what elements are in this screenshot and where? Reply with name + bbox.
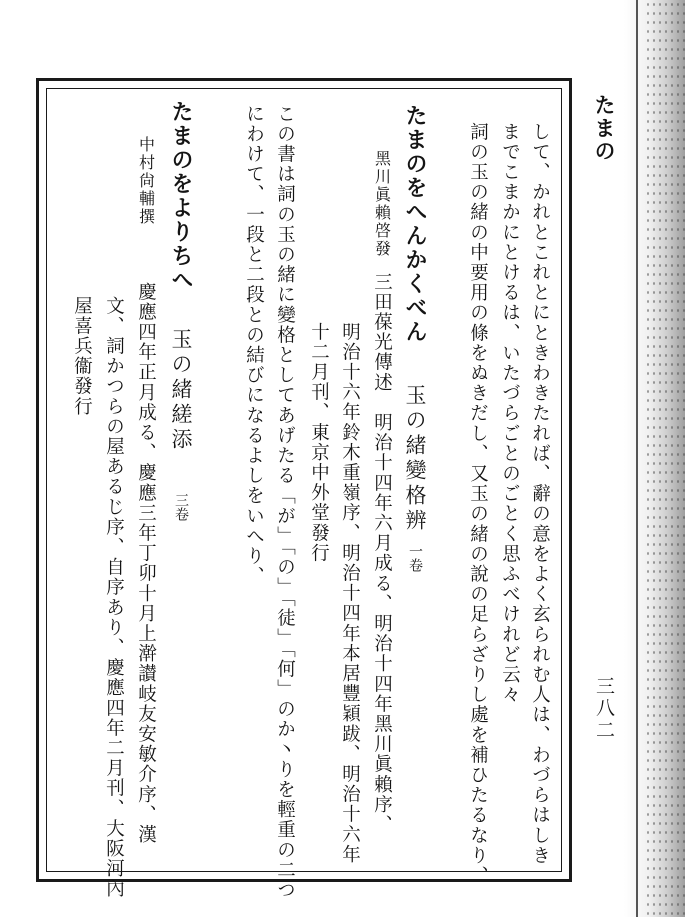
text-column-8: にわけて、一段と二段との結びになるよしをいへり、 xyxy=(243,104,265,587)
entry-heading-1-volumes: 一卷 xyxy=(407,544,423,572)
entry-heading-1-title: 玉の緒變格辨 xyxy=(403,384,427,534)
entry-heading-2 xyxy=(170,100,192,521)
entry-heading-2-volumes: 三卷 xyxy=(173,493,189,521)
text-column-6: 十二月刊、東京中外堂發行 xyxy=(308,322,330,564)
entry-note-2: 慶應四年正月成る、慶應三年丁卯十月上澣讃岐友安敏介序、漢 xyxy=(135,282,157,845)
book-spine-edge xyxy=(636,0,638,917)
entry-author-line-1 xyxy=(372,150,391,835)
entry-author-line-2 xyxy=(136,136,155,845)
text-column-2: までこまかにとけるは、いたづらごとのごとく思ふべけれど云々 xyxy=(499,122,521,705)
page-number: 三八二 xyxy=(593,676,615,742)
running-head: たまの xyxy=(592,94,617,163)
entry-note-1: 三田葆光傳述 明治十四年六月成る、明治十四年黑川眞賴序、 xyxy=(371,272,393,835)
text-column-11: 屋喜兵衞發行 xyxy=(71,296,93,417)
text-column-1: して、かれとこれとにときわきたれば、辭の意をよく玄られむ人は、わづらはしき xyxy=(529,122,551,866)
entry-heading-2-title: 玉の緒縒添 xyxy=(169,328,193,453)
entry-author-1: 黑川眞賴啓發 xyxy=(372,150,392,258)
entry-author-2: 中村尙輔撰 xyxy=(136,136,156,226)
text-column-10: 文、詞かつらの屋あるじ序、自序あり、慶應四年二月刊、大阪河內 xyxy=(103,296,125,899)
text-column-3: 詞の玉の緒の中要用の條をぬきだし、又玉の緒の說の足らざりし處を補ひたるなり、 xyxy=(467,122,489,886)
entry-heading-2-kana: たまのをよりちへ xyxy=(168,100,194,292)
entry-heading-1 xyxy=(404,104,426,572)
text-column-7: この書は詞の玉の緒に變格としてあげたる「が」「の」「徒」「何」のか丶りを輕重の二つ xyxy=(274,104,296,901)
text-column-5: 明治十六年鈴木重嶺序、明治十四年本居豐穎跋、明治十六年 xyxy=(339,322,361,865)
entry-heading-1-kana: たまのをへんかくべん xyxy=(402,104,428,344)
book-spine-texture xyxy=(645,0,685,917)
